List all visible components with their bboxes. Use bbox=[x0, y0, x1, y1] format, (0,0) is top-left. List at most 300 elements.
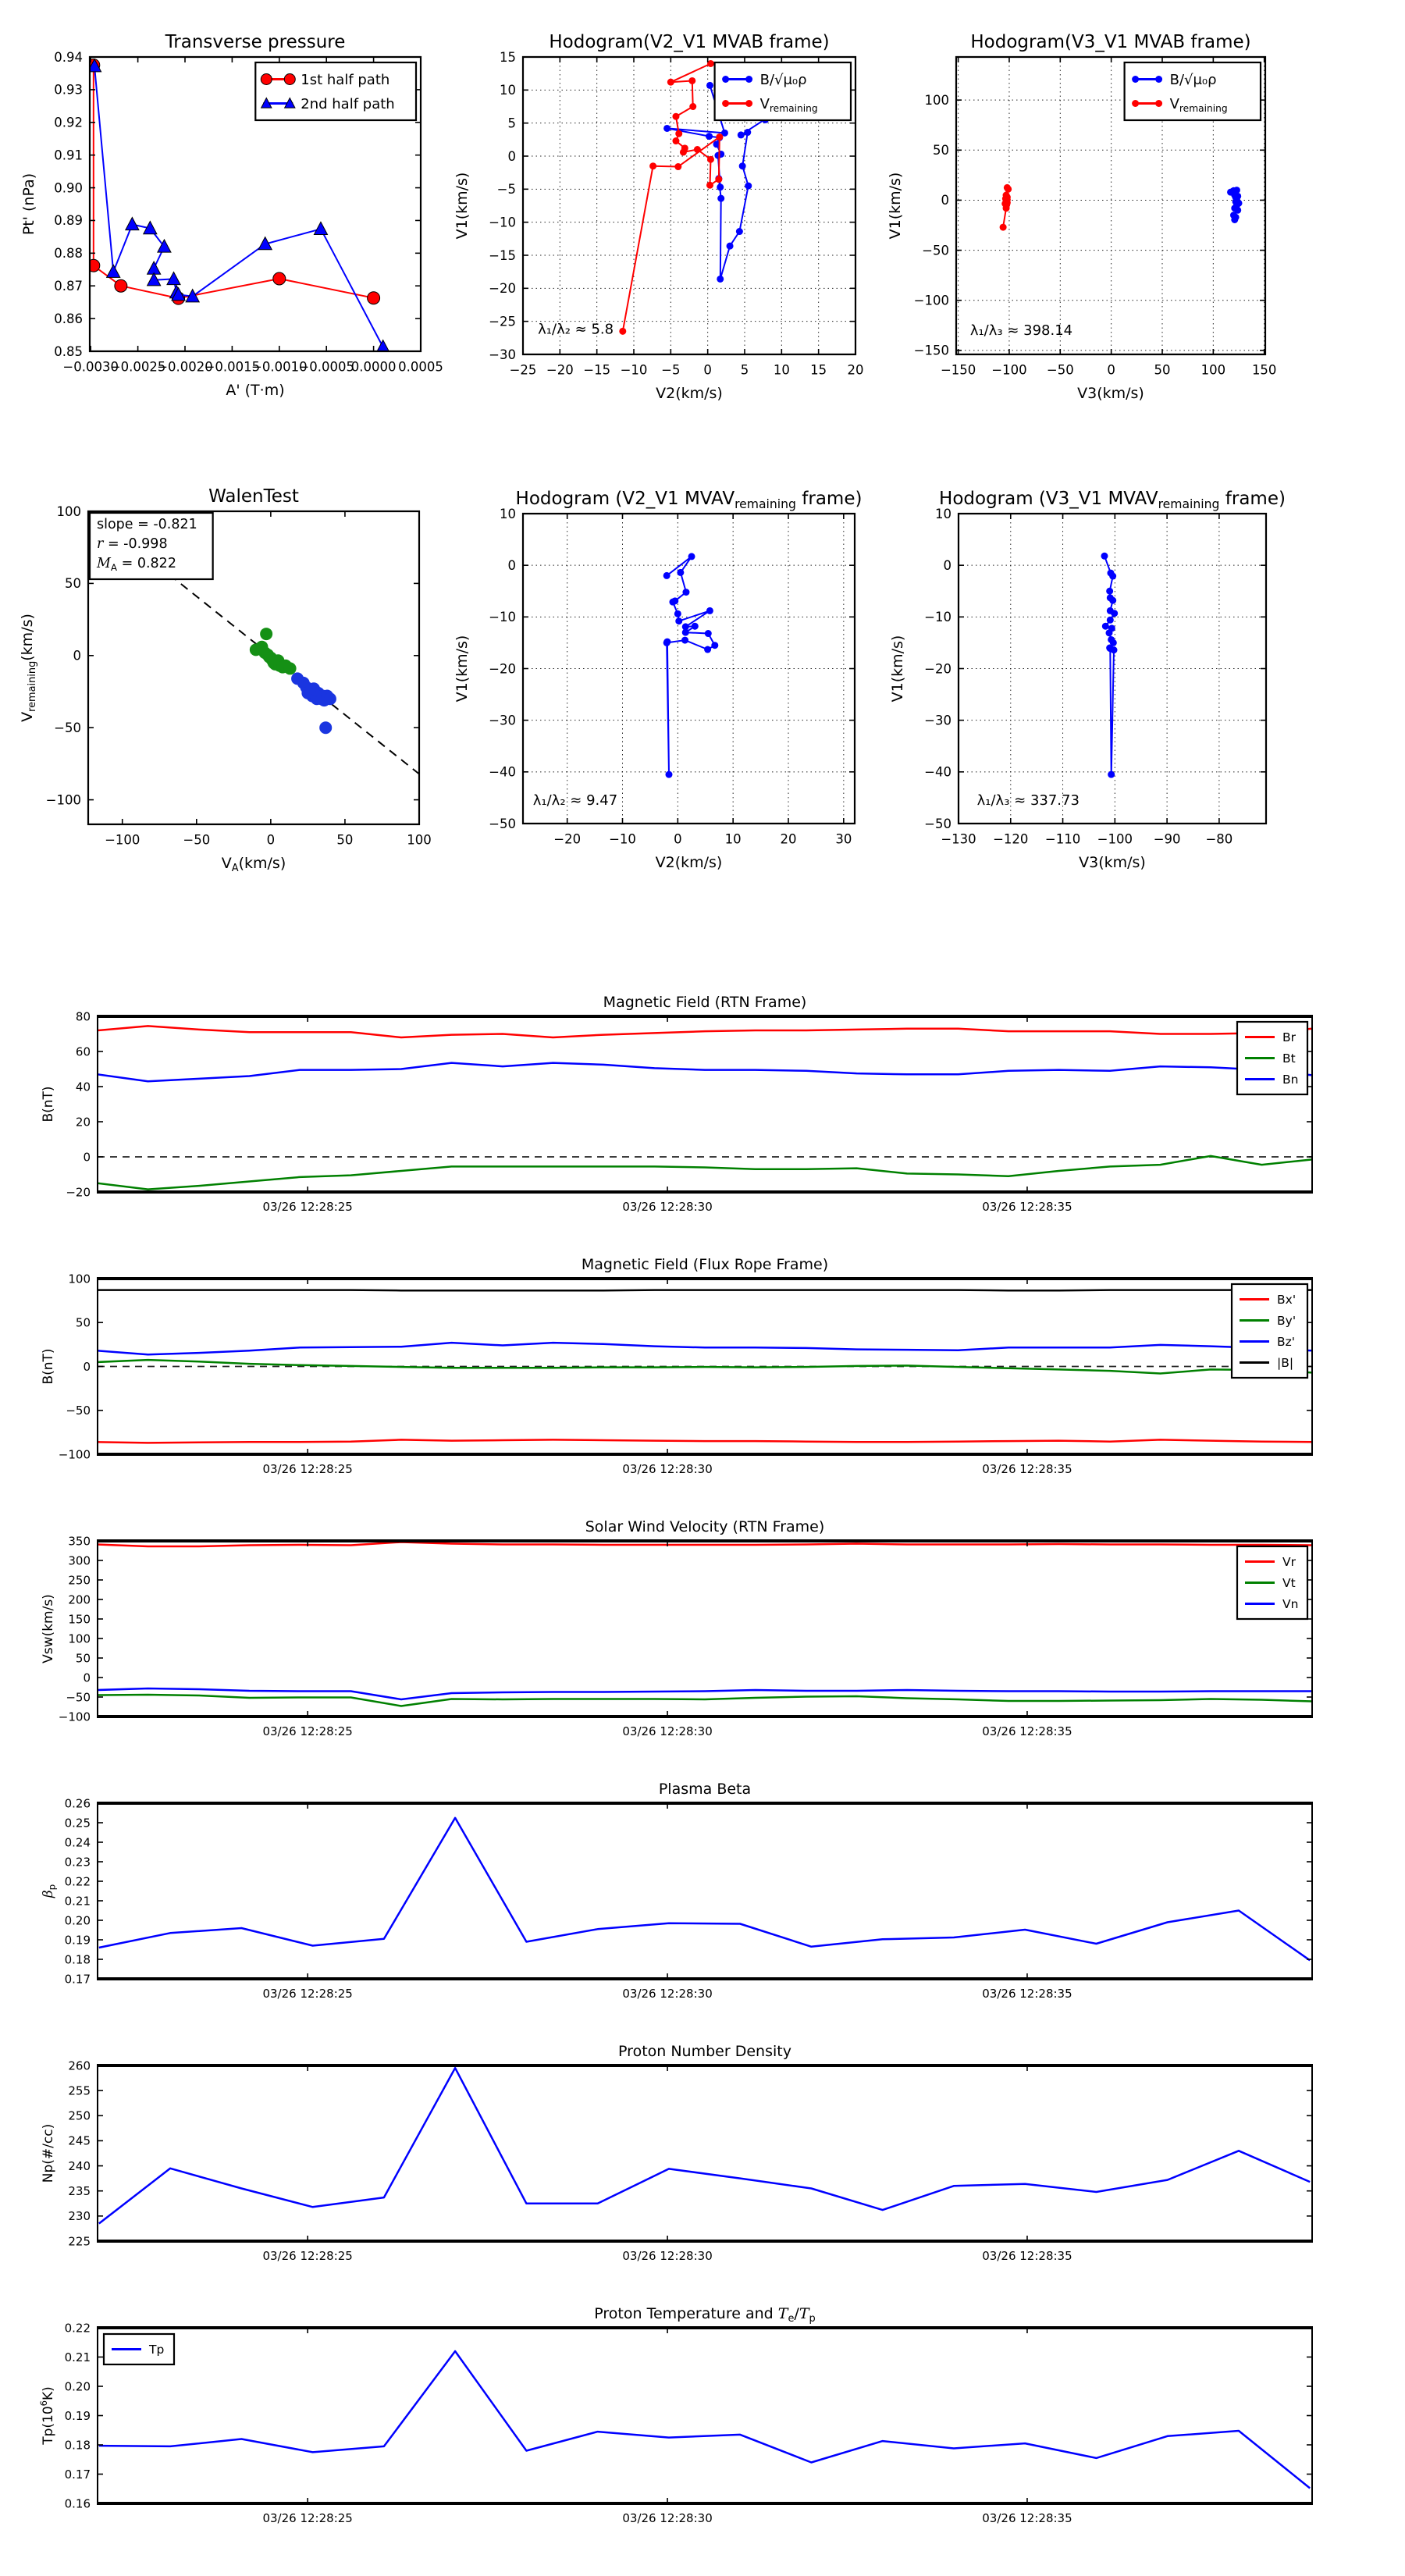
y-tick-label: −100 bbox=[58, 1447, 91, 1462]
x-tick-label: −100 bbox=[991, 362, 1027, 378]
x-tick-label: 03/26 12:28:30 bbox=[622, 1724, 713, 1738]
y-tick-label: 100 bbox=[56, 503, 81, 519]
y-tick-label: 0 bbox=[83, 1359, 91, 1374]
x-tick-label: 03/26 12:28:25 bbox=[262, 1200, 353, 1214]
dot-marker bbox=[675, 617, 682, 624]
y-tick-label: 100 bbox=[68, 1631, 91, 1646]
y-tick-label: 0 bbox=[943, 557, 951, 573]
y-tick-label: 350 bbox=[68, 1534, 91, 1549]
y-tick-label: 0 bbox=[507, 557, 516, 573]
info-line: slope = -0.821 bbox=[97, 517, 197, 532]
legend bbox=[1237, 1546, 1307, 1619]
chart-title: Plasma Beta bbox=[658, 1781, 752, 1798]
series-line bbox=[98, 1290, 1312, 1291]
y-axis-label: $Tp(10^6K)$ bbox=[37, 2386, 56, 2445]
dot-marker bbox=[663, 125, 670, 132]
y-tick-label: −50 bbox=[66, 1690, 91, 1705]
x-tick-label: −20 bbox=[546, 362, 574, 378]
x-tick-label: 20 bbox=[780, 831, 797, 847]
dot-marker bbox=[666, 771, 673, 778]
y-tick-label: 0.90 bbox=[54, 180, 83, 196]
y-tick-label: 0 bbox=[73, 648, 81, 664]
y-tick-label: 60 bbox=[75, 1044, 91, 1059]
legend-label: Bx' bbox=[1277, 1292, 1297, 1307]
dot-marker bbox=[688, 553, 695, 560]
y-tick-label: 245 bbox=[68, 2133, 91, 2148]
chart-title: Hodogram(V3_V1 MVAB frame) bbox=[970, 32, 1251, 52]
y-tick-label: 200 bbox=[68, 1592, 91, 1607]
chart-title: Solar Wind Velocity (RTN Frame) bbox=[585, 1518, 825, 1535]
y-tick-label: −15 bbox=[489, 247, 516, 263]
dot-marker bbox=[738, 131, 745, 138]
dot-marker bbox=[739, 162, 746, 169]
lambda-annotation: λ₁/λ₂ ≈ 5.8 bbox=[538, 321, 614, 338]
y-tick-label: −100 bbox=[913, 293, 949, 308]
x-tick-label: 5 bbox=[740, 362, 749, 378]
y-tick-label: 0.26 bbox=[64, 1796, 91, 1811]
dot-marker bbox=[745, 76, 752, 83]
y-tick-label: 0.19 bbox=[64, 2408, 91, 2423]
x-tick-label: 50 bbox=[1154, 362, 1171, 378]
y-tick-label: −100 bbox=[58, 1710, 91, 1724]
x-tick-label: −0.0020 bbox=[157, 359, 213, 375]
x-tick-label: 03/26 12:28:25 bbox=[262, 1987, 353, 2001]
x-tick-label: −120 bbox=[993, 831, 1029, 847]
y-tick-label: 150 bbox=[68, 1612, 91, 1627]
y-axis-label: V1(km/s) bbox=[454, 635, 471, 703]
x-tick-label: 100 bbox=[407, 832, 432, 848]
dot-marker bbox=[694, 146, 701, 153]
circle-marker bbox=[261, 74, 272, 85]
y-tick-label: 0.22 bbox=[64, 1874, 91, 1889]
dot-marker bbox=[717, 276, 724, 283]
x-tick-label: 03/26 12:28:35 bbox=[982, 1724, 1072, 1738]
y-tick-label: 0.89 bbox=[54, 213, 83, 229]
legend-label: Tp bbox=[149, 2342, 165, 2357]
y-tick-label: −50 bbox=[54, 720, 81, 735]
x-tick-label: 0 bbox=[703, 362, 712, 378]
walen-info-box bbox=[90, 513, 213, 579]
y-tick-label: 0.22 bbox=[64, 2321, 91, 2336]
panel-p7 bbox=[41, 994, 1313, 1214]
dot-marker bbox=[619, 328, 626, 335]
dot-marker bbox=[704, 646, 711, 653]
y-tick-label: 0.92 bbox=[54, 115, 83, 130]
y-tick-label: 0.23 bbox=[64, 1855, 91, 1870]
y-tick-label: 15 bbox=[500, 49, 516, 65]
y-tick-label: 0.16 bbox=[64, 2496, 91, 2511]
info-line: r = -0.998 bbox=[97, 536, 168, 552]
x-tick-label: 0.0000 bbox=[350, 359, 397, 375]
x-tick-label: 03/26 12:28:30 bbox=[622, 2511, 713, 2525]
y-tick-label: 0.24 bbox=[64, 1835, 91, 1850]
y-tick-label: 100 bbox=[924, 92, 949, 108]
panel-p2 bbox=[454, 32, 864, 402]
y-tick-label: 250 bbox=[68, 1573, 91, 1588]
y-tick-label: −30 bbox=[924, 713, 951, 728]
y-tick-label: −30 bbox=[489, 713, 516, 728]
y-tick-label: 50 bbox=[75, 1651, 91, 1666]
dot-marker bbox=[1003, 205, 1010, 212]
y-tick-label: 0 bbox=[83, 1670, 91, 1685]
y-tick-label: 0.20 bbox=[64, 1913, 91, 1928]
chart-title: Magnetic Field (Flux Rope Frame) bbox=[581, 1256, 829, 1273]
dot-marker bbox=[711, 642, 718, 649]
y-tick-label: 40 bbox=[75, 1080, 91, 1094]
dot-marker bbox=[716, 133, 723, 141]
x-tick-label: 03/26 12:28:25 bbox=[262, 2511, 353, 2525]
dot-marker bbox=[1132, 100, 1139, 107]
legend-label: $V_{remaining}$ bbox=[1169, 95, 1228, 114]
dot-marker bbox=[1107, 617, 1114, 624]
y-axis-label: B(nT) bbox=[41, 1086, 56, 1123]
legend bbox=[1125, 62, 1261, 120]
dot-marker bbox=[663, 572, 670, 579]
legend-label: $V_{remaining}$ bbox=[759, 95, 818, 114]
y-axis-label: Pt' (nPa) bbox=[20, 173, 37, 236]
x-tick-label: 03/26 12:28:35 bbox=[982, 1987, 1072, 2001]
dot-marker bbox=[745, 100, 752, 107]
dot-marker bbox=[706, 133, 713, 140]
x-tick-label: 0.0005 bbox=[398, 359, 443, 375]
y-tick-label: 240 bbox=[68, 2158, 91, 2173]
x-tick-label: 03/26 12:28:35 bbox=[982, 1200, 1072, 1214]
legend bbox=[1237, 1022, 1307, 1094]
dot-marker bbox=[1107, 645, 1114, 652]
x-tick-label: −0.0025 bbox=[109, 359, 166, 375]
circle-marker bbox=[368, 292, 380, 304]
x-tick-label: 150 bbox=[1251, 362, 1277, 378]
y-tick-label: 10 bbox=[500, 506, 516, 521]
y-tick-label: 300 bbox=[68, 1553, 91, 1568]
y-tick-label: 255 bbox=[68, 2083, 91, 2098]
legend-label: Vr bbox=[1282, 1554, 1296, 1569]
y-tick-label: 0.85 bbox=[54, 343, 83, 359]
panel-p8 bbox=[41, 1256, 1313, 1476]
x-tick-label: −0.0005 bbox=[298, 359, 354, 375]
y-axis-label: V1(km/s) bbox=[887, 172, 904, 240]
dot-marker bbox=[706, 607, 713, 614]
x-tick-label: −10 bbox=[620, 362, 648, 378]
x-tick-label: −5 bbox=[661, 362, 681, 378]
y-tick-label: 10 bbox=[935, 506, 951, 521]
legend bbox=[104, 2334, 174, 2364]
dot-marker bbox=[1231, 216, 1238, 223]
info-line: $M_A = 0.822$ bbox=[97, 556, 176, 573]
chart-title: Hodogram (V3_V1 $MVAV_{remaining}$ frame) bbox=[939, 489, 1286, 512]
panel-p11 bbox=[41, 2043, 1313, 2263]
series-|B| bbox=[98, 1290, 1312, 1291]
legend-label: 1st half path bbox=[301, 71, 390, 88]
y-tick-label: 0.17 bbox=[64, 2467, 91, 2482]
x-tick-label: 03/26 12:28:30 bbox=[622, 1462, 713, 1476]
y-tick-label: −5 bbox=[496, 182, 516, 197]
x-axis-label: A' (T·m) bbox=[226, 382, 285, 399]
dot-marker bbox=[706, 82, 713, 89]
legend-label: |B| bbox=[1277, 1355, 1294, 1370]
dot-marker bbox=[688, 77, 695, 84]
y-tick-label: 5 bbox=[507, 116, 516, 131]
x-tick-label: 0 bbox=[266, 832, 276, 848]
dot-marker bbox=[745, 183, 752, 190]
y-tick-label: 0 bbox=[83, 1150, 91, 1165]
dot-marker bbox=[717, 195, 724, 202]
dot-marker bbox=[722, 76, 729, 83]
x-axis-label: V2(km/s) bbox=[656, 385, 723, 402]
y-tick-label: 0.17 bbox=[64, 1972, 91, 1987]
legend bbox=[715, 62, 851, 120]
y-tick-label: 0.93 bbox=[54, 82, 83, 98]
y-tick-label: −50 bbox=[924, 816, 951, 831]
y-axis-label: $V_{remaining}(km/s)$ bbox=[19, 614, 39, 722]
y-tick-label: 0.21 bbox=[64, 2350, 91, 2364]
dot-marker bbox=[663, 639, 670, 646]
y-tick-label: 0.19 bbox=[64, 1933, 91, 1948]
y-tick-label: −20 bbox=[489, 661, 516, 677]
y-tick-label: −40 bbox=[924, 764, 951, 780]
legend bbox=[255, 62, 416, 120]
x-tick-label: 03/26 12:28:35 bbox=[982, 2511, 1072, 2525]
dot-marker bbox=[707, 156, 714, 163]
legend-label: 2nd half path bbox=[301, 95, 395, 112]
dot-marker bbox=[736, 228, 743, 235]
x-tick-label: −50 bbox=[1046, 362, 1074, 378]
dot-marker bbox=[1108, 771, 1115, 778]
y-tick-label: 0.21 bbox=[64, 1894, 91, 1909]
legend-label: Vt bbox=[1282, 1575, 1296, 1590]
dot-marker bbox=[681, 637, 688, 644]
y-tick-label: 230 bbox=[68, 2209, 91, 2224]
y-tick-label: 50 bbox=[75, 1315, 91, 1330]
y-tick-label: 0.25 bbox=[64, 1816, 91, 1831]
y-tick-label: −50 bbox=[66, 1404, 91, 1418]
panel-p9 bbox=[41, 1518, 1313, 1738]
dot-marker bbox=[722, 100, 729, 107]
x-tick-label: 03/26 12:28:25 bbox=[262, 2249, 353, 2263]
y-tick-label: 0.91 bbox=[54, 148, 83, 163]
lambda-annotation: λ₁/λ₃ ≈ 337.73 bbox=[976, 792, 1080, 809]
y-tick-label: 100 bbox=[68, 1272, 91, 1286]
y-tick-label: −100 bbox=[45, 792, 81, 808]
dot-marker bbox=[689, 103, 696, 110]
y-tick-label: −20 bbox=[924, 661, 951, 677]
y-axis-label: $\beta_p$ bbox=[41, 1884, 58, 1898]
y-tick-label: 0 bbox=[941, 193, 949, 208]
panel-p1 bbox=[20, 32, 443, 399]
y-tick-label: −20 bbox=[489, 281, 516, 297]
chart-title: Hodogram (V2_V1 $MVAV_{remaining}$ frame) bbox=[515, 489, 863, 512]
dot-marker bbox=[674, 610, 681, 617]
dot-marker bbox=[1102, 623, 1109, 630]
y-tick-label: 0.87 bbox=[54, 278, 83, 294]
y-tick-label: 10 bbox=[500, 83, 516, 98]
x-tick-label: −25 bbox=[509, 362, 537, 378]
x-tick-label: 03/26 12:28:35 bbox=[982, 1462, 1072, 1476]
y-tick-label: −25 bbox=[489, 314, 516, 329]
dot-marker bbox=[715, 176, 722, 183]
x-tick-label: −110 bbox=[1044, 831, 1081, 847]
dot-marker bbox=[319, 721, 332, 734]
x-tick-label: 0 bbox=[674, 831, 682, 847]
y-tick-label: 50 bbox=[65, 576, 81, 592]
y-tick-label: 0.86 bbox=[54, 311, 83, 326]
x-axis-label: $V_A(km/s)$ bbox=[221, 855, 286, 875]
circle-marker bbox=[115, 279, 127, 292]
x-tick-label: 03/26 12:28:30 bbox=[622, 2249, 713, 2263]
chart-title: Transverse pressure bbox=[165, 32, 346, 52]
x-axis-label: V3(km/s) bbox=[1077, 385, 1144, 402]
x-tick-label: 03/26 12:28:25 bbox=[262, 1462, 353, 1476]
dot-marker bbox=[1109, 597, 1116, 604]
dot-marker bbox=[675, 130, 682, 137]
y-axis-label: V1(km/s) bbox=[889, 635, 906, 703]
dot-marker bbox=[1111, 610, 1118, 617]
dot-marker bbox=[667, 79, 674, 86]
panel-p5 bbox=[454, 489, 862, 871]
dot-marker bbox=[714, 152, 721, 159]
dot-marker bbox=[1132, 76, 1139, 83]
y-tick-label: −30 bbox=[489, 347, 516, 362]
y-axis-label: Np(#/cc) bbox=[41, 2123, 56, 2183]
y-tick-label: −40 bbox=[489, 764, 516, 780]
y-tick-label: 225 bbox=[68, 2234, 91, 2249]
dot-marker bbox=[674, 163, 681, 170]
dot-marker bbox=[717, 183, 724, 190]
x-tick-label: 10 bbox=[773, 362, 790, 378]
x-tick-label: −0.0015 bbox=[204, 359, 261, 375]
lambda-annotation: λ₁/λ₂ ≈ 9.47 bbox=[532, 792, 618, 809]
y-tick-label: 50 bbox=[933, 143, 949, 158]
x-tick-label: 15 bbox=[810, 362, 827, 378]
y-tick-label: 260 bbox=[68, 2058, 91, 2073]
dot-marker bbox=[284, 662, 297, 674]
lambda-annotation: λ₁/λ₃ ≈ 398.14 bbox=[969, 322, 1073, 340]
x-tick-label: −100 bbox=[105, 832, 140, 848]
y-tick-label: 20 bbox=[75, 1115, 91, 1130]
dot-marker bbox=[1109, 573, 1116, 580]
circle-marker bbox=[284, 74, 295, 85]
x-tick-label: −10 bbox=[609, 831, 636, 847]
legend bbox=[1232, 1284, 1307, 1378]
chart-title: Proton Number Density bbox=[618, 2043, 791, 2060]
legend-label: Br bbox=[1282, 1030, 1297, 1044]
circle-marker bbox=[273, 272, 286, 285]
dot-marker bbox=[649, 162, 656, 169]
x-tick-label: −15 bbox=[583, 362, 611, 378]
y-tick-label: −10 bbox=[924, 610, 951, 625]
dot-marker bbox=[1155, 100, 1162, 107]
x-tick-label: 10 bbox=[724, 831, 742, 847]
x-tick-label: 03/26 12:28:30 bbox=[622, 1987, 713, 2001]
dot-marker bbox=[324, 692, 336, 705]
dot-marker bbox=[672, 113, 679, 120]
y-tick-label: 80 bbox=[75, 1009, 91, 1024]
panel-p4 bbox=[19, 486, 432, 874]
x-tick-label: −0.0030 bbox=[62, 359, 119, 375]
x-tick-label: −20 bbox=[553, 831, 582, 847]
y-tick-label: −50 bbox=[922, 243, 949, 258]
dot-marker bbox=[682, 629, 689, 636]
dot-marker bbox=[705, 630, 712, 637]
chart-title: Magnetic Field (RTN Frame) bbox=[603, 994, 807, 1011]
panel-p10 bbox=[41, 1781, 1313, 2001]
y-tick-label: 250 bbox=[68, 2108, 91, 2123]
y-tick-label: −150 bbox=[913, 343, 949, 358]
x-tick-label: −150 bbox=[940, 362, 976, 378]
dot-marker bbox=[706, 182, 713, 189]
x-tick-label: 30 bbox=[835, 831, 852, 847]
dot-marker bbox=[1106, 588, 1113, 595]
x-tick-label: 03/26 12:28:35 bbox=[982, 2249, 1072, 2263]
y-tick-label: −20 bbox=[66, 1185, 91, 1200]
y-tick-label: −10 bbox=[489, 215, 516, 230]
dot-marker bbox=[1105, 629, 1112, 636]
y-tick-label: 235 bbox=[68, 2183, 91, 2198]
y-tick-label: −50 bbox=[489, 816, 516, 831]
x-axis-label: V2(km/s) bbox=[655, 854, 723, 871]
legend-label: Bt bbox=[1282, 1051, 1296, 1066]
x-tick-label: 100 bbox=[1200, 362, 1226, 378]
chart-title: WalenTest bbox=[208, 486, 299, 507]
legend-label: B/√μ₀ρ bbox=[759, 71, 807, 88]
dot-marker bbox=[727, 243, 734, 250]
legend-label: Bn bbox=[1282, 1072, 1299, 1087]
legend-label: Bz' bbox=[1277, 1334, 1296, 1349]
x-tick-label: −0.0010 bbox=[251, 359, 308, 375]
y-tick-label: 0.20 bbox=[64, 2379, 91, 2394]
y-tick-label: −10 bbox=[489, 610, 516, 625]
x-tick-label: 20 bbox=[847, 362, 864, 378]
x-tick-label: −90 bbox=[1153, 831, 1181, 847]
legend-label: By' bbox=[1277, 1313, 1297, 1328]
dot-marker bbox=[680, 148, 687, 155]
x-tick-label: −100 bbox=[1097, 831, 1133, 847]
legend-label: Vn bbox=[1282, 1596, 1299, 1611]
panel-p12 bbox=[38, 2305, 1313, 2525]
x-axis-label: V3(km/s) bbox=[1079, 854, 1146, 871]
x-tick-label: −130 bbox=[941, 831, 976, 847]
dot-marker bbox=[672, 137, 679, 144]
y-axis-label: Vsw(km/s) bbox=[41, 1594, 56, 1663]
y-axis-label: B(nT) bbox=[41, 1348, 56, 1385]
y-tick-label: 0.88 bbox=[54, 246, 83, 262]
dot-marker bbox=[1005, 186, 1012, 193]
dot-marker bbox=[677, 569, 684, 576]
dot-marker bbox=[744, 129, 751, 136]
y-tick-label: 0 bbox=[507, 148, 516, 164]
dot-marker bbox=[1000, 224, 1007, 231]
x-tick-label: 50 bbox=[336, 832, 354, 848]
y-tick-label: 0.18 bbox=[64, 2438, 91, 2453]
dot-marker bbox=[1101, 553, 1108, 560]
x-tick-label: −80 bbox=[1205, 831, 1233, 847]
chart-title: Proton Temperature and $T_e/T_p$ bbox=[594, 2305, 816, 2325]
x-tick-label: −50 bbox=[183, 832, 211, 848]
dot-marker bbox=[1155, 76, 1162, 83]
panel-p3 bbox=[887, 32, 1276, 402]
x-tick-label: 03/26 12:28:30 bbox=[622, 1200, 713, 1214]
dot-marker bbox=[669, 599, 676, 606]
dot-marker bbox=[682, 589, 689, 596]
x-tick-label: 0 bbox=[1107, 362, 1115, 378]
dot-marker bbox=[260, 628, 272, 640]
chart-title: Hodogram(V2_V1 MVAB frame) bbox=[549, 32, 830, 52]
y-axis-label: V1(km/s) bbox=[454, 172, 471, 240]
dot-marker bbox=[692, 623, 699, 630]
x-tick-label: 03/26 12:28:25 bbox=[262, 1724, 353, 1738]
y-tick-label: 0.94 bbox=[54, 49, 83, 65]
y-tick-label: 0.18 bbox=[64, 1952, 91, 1967]
